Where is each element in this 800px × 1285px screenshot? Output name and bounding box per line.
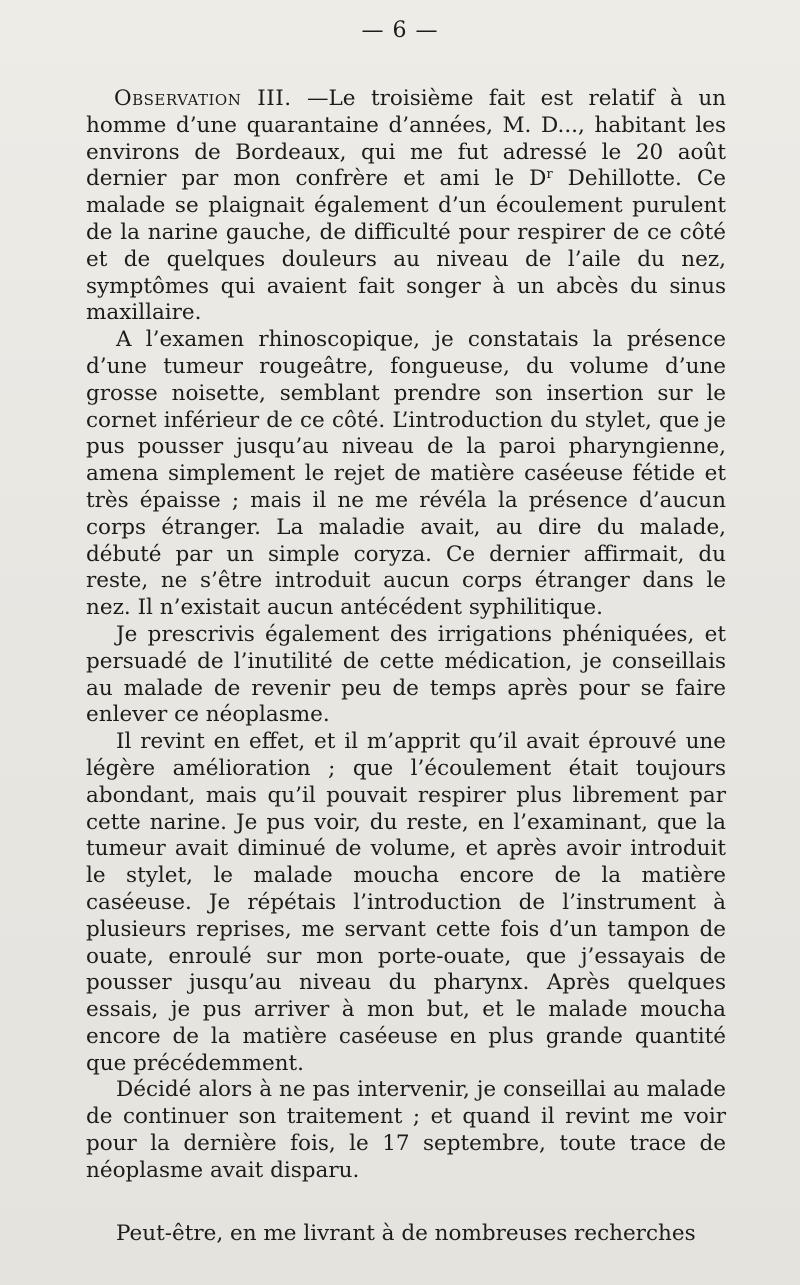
body-text — [86, 86, 726, 1247]
observation-dash: — — [291, 86, 329, 111]
paragraph-1-text-b: Dehillotte. Ce malade se plaignait également d’un écoulement purulent de la narine gauche, de difficulté pour respirer de ce côté et de quelques douleurs au niveau de l’aile du nez, symptômes qui avaient fait songer à un abcès du sinus maxillaire. — [86, 166, 726, 326]
paragraph-1-text-a: Le troisième fait est relatif à un homme d’une quarantaine d’années, M. D..., habitant les environs de Bordeaux, qui me fut adressé le 20 août dernier par mon confrère et ami le D — [86, 86, 727, 192]
paragraph-4: Il revint en effet, et il m’apprit qu’il avait éprouvé une légère amélioration ; que l’écoulement était toujours abondant, mais qu’il pouvait respirer plus librement par cette narine. Je pus voir, du reste, en l’examinant, que la tumeur avait diminué de volume, et après avoir introduit le stylet, le malade moucha encore de la matière caséeuse. Je répétais l’introduction de l’instrument à plusieurs reprises, me servant cette fois d’un tampon de ouate, enroulé sur mon porte-ouate, que j’essayais de pousser jusqu’au niveau du pharynx. Après quelques essais, je pus arriver à mon but, et le malade moucha encore de la matière caséeuse en plus grande quantité que précédemment. — [86, 729, 726, 1076]
paragraph-2: A l’examen rhinoscopique, je constatais la présence d’une tumeur rougeâtre, fongueuse, du volume d’une grosse noisette, semblant prendre son insertion sur le cornet inférieur de ce côté. L’introduction du stylet, que je pus pousser jusqu’au niveau de la paroi pharyngienne, amena simplement le rejet de matière caséeuse fétide et très épaisse ; mais il ne me révéla la présence d’aucun corps étranger. La maladie avait, au dire du malade, débuté par un simple coryza. Ce dernier affirmait, du reste, ne s’être introduit aucun corps étranger dans le nez. Il n’existait aucun antécédent syphilitique. — [86, 327, 726, 621]
page-number: — 6 — — [361, 18, 439, 43]
doctor-abbrev-superscript: r — [546, 167, 553, 183]
paragraph-observation-iii — [86, 86, 726, 327]
paragraph-3: Je prescrivis également des irrigations phéniquées, et persuadé de l’inutilité de cette médication, je conseillais au malade de revenir peu de temps après pour se faire enlever ce néoplasme. — [86, 621, 726, 728]
paragraph-6: Peut-être, en me livrant à de nombreuses recherches — [116, 1220, 696, 1246]
paragraph-5: Décidé alors à ne pas intervenir, je conseillai au malade de continuer son traitement ; et quand il revint me voir pour la dernière fois, le 17 septembre, toute trace de néoplasme avait disparu. — [86, 1077, 726, 1183]
observation-heading: Observation III. — [114, 86, 292, 111]
